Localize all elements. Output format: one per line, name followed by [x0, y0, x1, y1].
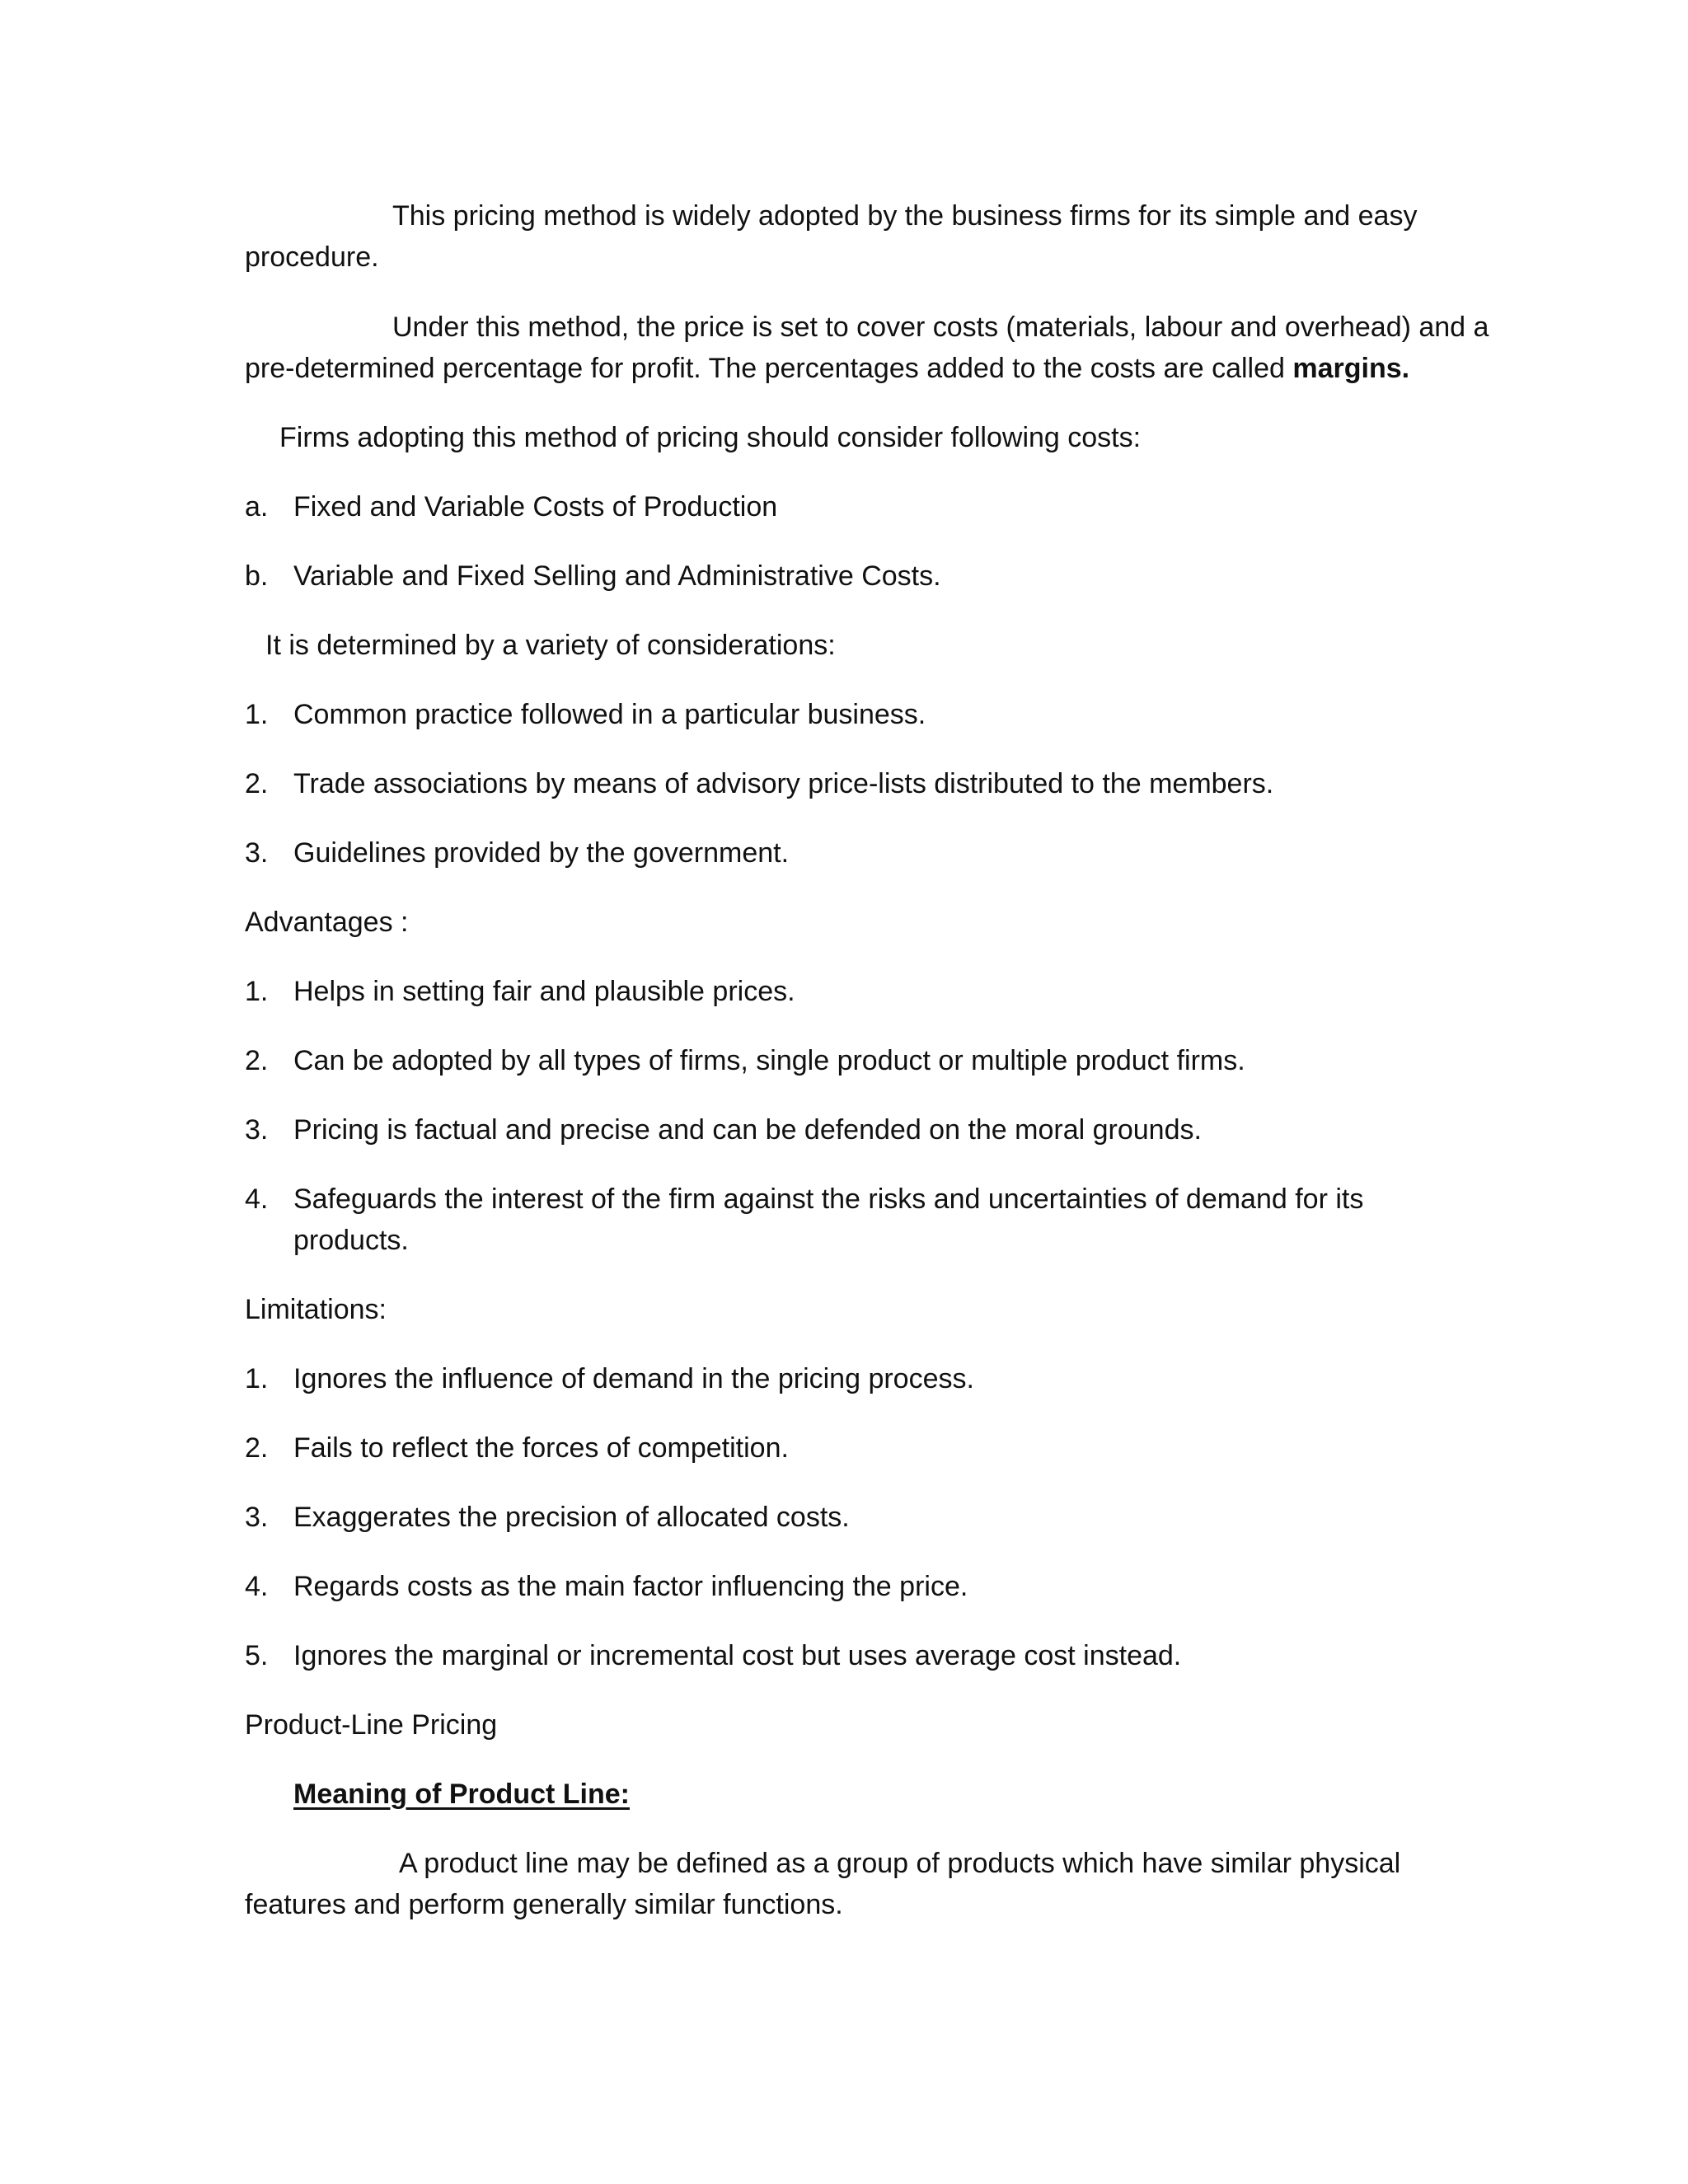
advantage-marker-3: 3. [245, 1114, 269, 1146]
consideration-marker-1: 1. [245, 699, 269, 730]
product-line-subheading: Meaning of Product Line: [293, 1779, 630, 1810]
consideration-item-1: Common practice followed in a particular business. [293, 699, 926, 730]
limitation-marker-3: 3. [245, 1502, 269, 1533]
consideration-marker-2: 2. [245, 768, 269, 799]
advantage-marker-2: 2. [245, 1045, 269, 1076]
intro-p2-line2-text: pre-determined percentage for profit. The percentages added to the costs are called [245, 353, 1293, 384]
limitation-item-2: Fails to reflect the forces of competition. [293, 1432, 789, 1464]
cost-marker-a: a. [245, 491, 269, 523]
advantage-item-1: Helps in setting fair and plausible prices. [293, 976, 795, 1007]
intro-p2-line2 [245, 347, 1409, 390]
considerations-intro: It is determined by a variety of considerations: [265, 630, 836, 661]
limitations-heading: Limitations: [245, 1294, 387, 1325]
cost-marker-b: b. [245, 560, 269, 592]
cost-item-a: Fixed and Variable Costs of Production [293, 491, 778, 523]
product-line-definition-line1: A product line may be defined as a group of products which have similar physical [399, 1848, 1401, 1879]
limitation-marker-2: 2. [245, 1432, 269, 1464]
intro-p1-line2: procedure. [245, 241, 379, 273]
intro-p2-line1: Under this method, the price is set to cover costs (materials, labour and overhead) and a [392, 312, 1489, 343]
advantage-item-4-line2: products. [293, 1225, 409, 1256]
limitation-marker-1: 1. [245, 1363, 269, 1394]
consideration-item-2: Trade associations by means of advisory price-lists distributed to the members. [293, 768, 1274, 799]
limitation-item-1: Ignores the influence of demand in the pricing process. [293, 1363, 974, 1394]
advantage-item-3: Pricing is factual and precise and can be defended on the moral grounds. [293, 1114, 1202, 1146]
consideration-marker-3: 3. [245, 837, 269, 869]
consideration-item-3: Guidelines provided by the government. [293, 837, 790, 869]
margins-term: margins. [1292, 353, 1410, 384]
product-line-heading: Product-Line Pricing [245, 1709, 498, 1741]
limitation-marker-4: 4. [245, 1571, 269, 1602]
intro-p3: Firms adopting this method of pricing should consider following costs: [279, 422, 1142, 453]
advantage-marker-4: 4. [245, 1183, 269, 1215]
cost-item-b: Variable and Fixed Selling and Administrative Costs. [293, 560, 941, 592]
intro-p1-line1: This pricing method is widely adopted by the business firms for its simple and easy [392, 200, 1418, 232]
product-line-definition-line2: features and perform generally similar functions. [245, 1889, 843, 1920]
limitation-item-5: Ignores the marginal or incremental cost but uses average cost instead. [293, 1640, 1182, 1671]
limitation-item-4: Regards costs as the main factor influencing the price. [293, 1571, 968, 1602]
advantage-item-2: Can be adopted by all types of firms, single product or multiple product firms. [293, 1045, 1245, 1076]
limitation-marker-5: 5. [245, 1640, 269, 1671]
advantage-marker-1: 1. [245, 976, 269, 1007]
advantage-item-4-line1: Safeguards the interest of the firm against the risks and uncertainties of demand for its [293, 1183, 1364, 1215]
advantages-heading: Advantages : [245, 907, 409, 938]
limitation-item-3: Exaggerates the precision of allocated costs. [293, 1502, 850, 1533]
